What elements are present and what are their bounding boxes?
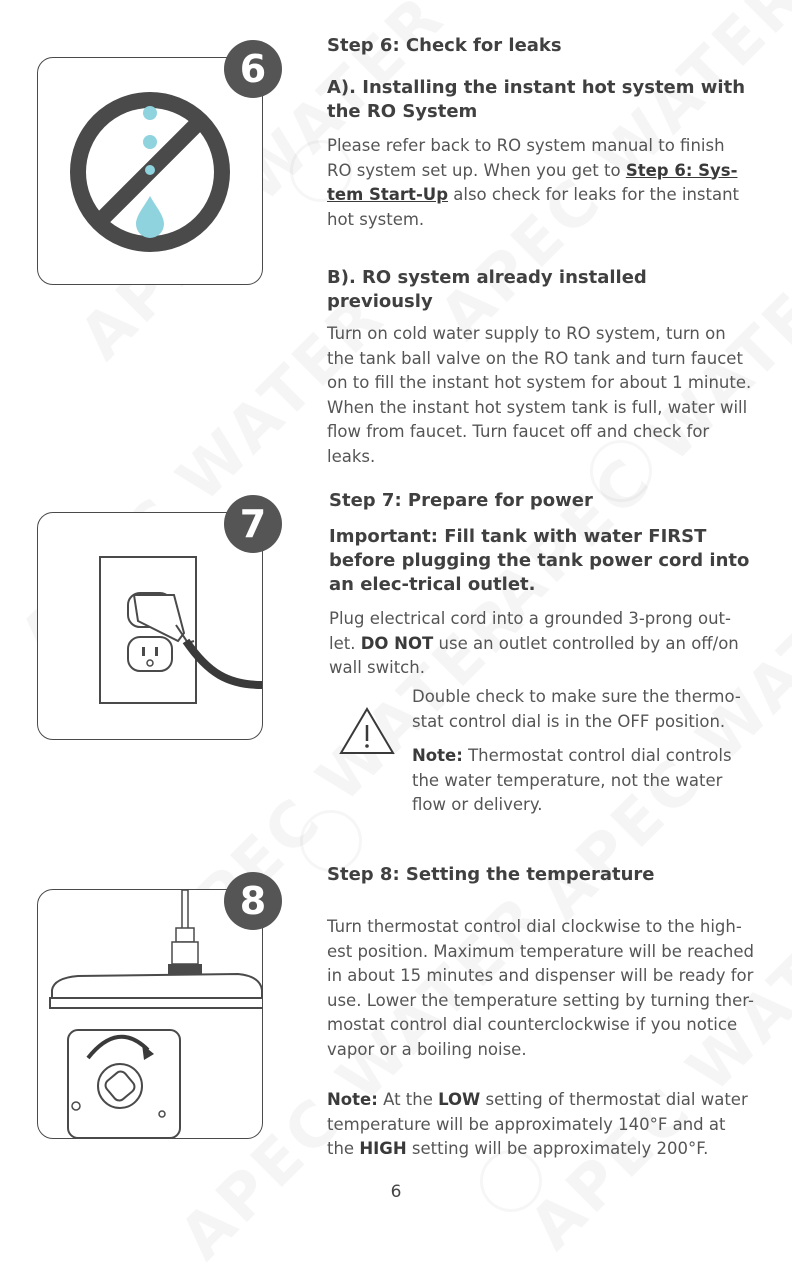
step7-illustration-panel — [37, 512, 263, 740]
step6-badge: 6 — [224, 40, 282, 98]
step6-system-startup-link: Step 6: Sys-tem Start-Up — [327, 160, 738, 204]
step7-badge: 7 — [224, 495, 282, 553]
step7-note: Note: Thermostat control dial controls the water temperature, not the water flow or delivery. — [412, 746, 732, 814]
step6-title: Step 6: Check for leaks — [327, 35, 562, 56]
step6-paragraph-b: Turn on cold water supply to RO system, turn on the tank ball valve on the RO tank and turn faucet on to fill the instant hot system for about 1 minute. When the instant hot system tank is full, water will flow from faucet. Turn faucet off and check for leaks. — [327, 324, 752, 466]
no-water-drop-icon — [38, 58, 262, 284]
step6-subheading-b: B). RO system already installed previously — [327, 267, 647, 312]
step8-illustration-panel — [37, 889, 263, 1139]
step8-title: Step 8: Setting the temperature — [327, 864, 655, 885]
step6-illustration-panel — [37, 57, 263, 285]
step7-warning-text: Double check to make sure the thermo-stat control dial is in the OFF position. — [412, 687, 741, 731]
wall-outlet-plug-icon — [38, 513, 262, 739]
step7-important-note: Important: Fill tank with water FIRST before plugging the tank power cord into an elec-trical outlet. — [329, 526, 750, 595]
water-tank-thermostat-icon — [38, 890, 262, 1138]
step7-title: Step 7: Prepare for power — [329, 490, 593, 511]
step8-note: Note: At the LOW setting of thermostat dial water temperature will be approximately 140°F and at the HIGH setting will be approximately 200°F. — [327, 1090, 748, 1158]
warning-icon — [338, 705, 396, 755]
step6-paragraph-a: Please refer back to RO system manual to finish RO system set up. When you get to Step 6: Sys-tem Start-Up also check for leaks for the instant hot system. — [327, 136, 740, 229]
page-number: 6 — [390, 1182, 402, 1202]
step6-subheading-a: A). Installing the instant hot system with the RO System — [327, 77, 746, 122]
step8-badge: 8 — [224, 872, 282, 930]
step8-paragraph: Turn thermostat control dial clockwise to the high-est position. Maximum temperature will be reached in about 15 minutes and dispenser will be ready for use. Lower the temperature setting by turning ther-mostat control dial counterclockwise if you notice vapor or a boiling noise. — [327, 917, 755, 1059]
step7-paragraph: Plug electrical cord into a grounded 3-prong out-let. DO NOT use an outlet controlled by an off/on wall switch. — [329, 609, 739, 677]
